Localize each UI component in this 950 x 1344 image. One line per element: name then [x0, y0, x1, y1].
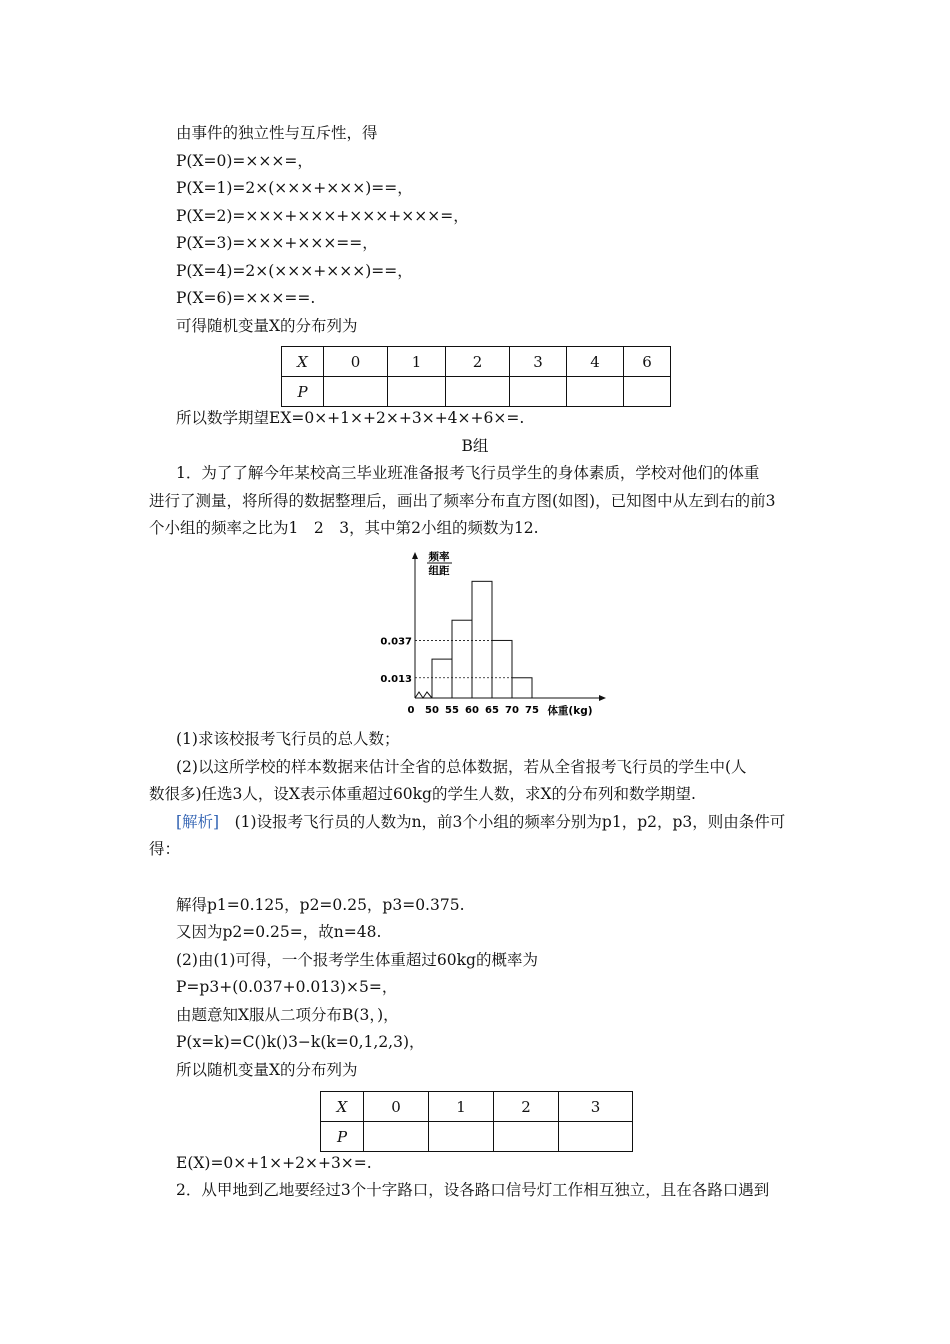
table-cell: [388, 377, 446, 407]
origin-label: 0: [407, 705, 415, 716]
axis-break: [415, 692, 432, 698]
text-line: 所以数学期望EX=0×+1×+2×+3×+4×+6×=.: [176, 409, 525, 427]
text-line: 可得随机变量X的分布列为: [176, 317, 358, 335]
table-cell: [429, 1122, 494, 1152]
y-tick-label: 0.037: [380, 636, 412, 648]
text-line: 进行了测量，将所得的数据整理后，画出了频率分布直方图(如图)，已知图中从左到右的前3: [149, 492, 776, 510]
table-cell: [364, 1122, 429, 1152]
table-cell: [559, 1122, 633, 1152]
table-cell: [446, 377, 510, 407]
text-line: 又因为p2=0.25=，故n=48.: [176, 923, 382, 941]
text-line: (2)由(1)可得，一个报考学生体重超过60kg的概率为: [176, 951, 538, 969]
table-cell: [567, 377, 624, 407]
text-line: 2．从甲地到乙地要经过3个十字路口，设各路口信号灯工作相互独立，且在各路口遇到: [176, 1181, 770, 1199]
table-cell: 2: [494, 1092, 559, 1122]
text-line: 解得p1=0.125，p2=0.25，p3=0.375.: [176, 896, 465, 914]
text-line: (2)以这所学校的样本数据来估计全省的总体数据，若从全省报考飞行员的学生中(人: [176, 758, 747, 776]
table-cell: 4: [567, 347, 624, 377]
histogram-bar: [432, 659, 452, 698]
table-cell: 2: [446, 347, 510, 377]
table-cell: 3: [559, 1092, 633, 1122]
histogram-bar: [512, 678, 532, 698]
distribution-table-1: [281, 346, 671, 407]
text-line: P(x=k)=C()k()3−k(k=0,1,2,3)，: [176, 1033, 425, 1051]
text-line: 个小组的频率之比为1 2 3，其中第2小组的频数为12.: [149, 519, 539, 537]
table-cell: [494, 1122, 559, 1152]
y-axis-title-denominator: 组距: [428, 565, 450, 577]
table-cell: P: [282, 377, 324, 407]
text-line: 得：: [149, 840, 181, 858]
x-tick-label: 70: [505, 705, 519, 716]
x-axis-title: 体重(kg): [547, 705, 593, 717]
text-line: P=p3+(0.037+0.013)×5=，: [176, 978, 398, 996]
table-cell: 3: [510, 347, 567, 377]
distribution-table-2: [320, 1091, 633, 1152]
text-line: P(X=1)=2×(×××+×××)==，: [176, 179, 413, 197]
text-line: P(X=4)=2×(×××+×××)==，: [176, 262, 413, 280]
y-tick-label: 0.013: [380, 673, 412, 685]
x-tick-label: 60: [465, 705, 479, 716]
table-cell: [624, 377, 671, 407]
section-title: B组: [461, 437, 489, 455]
text-line: P(X=6)=×××==.: [176, 289, 316, 307]
analysis-label: [解析]: [176, 813, 220, 831]
x-tick-label: 50: [425, 705, 439, 716]
x-tick-label: 55: [445, 705, 459, 716]
histogram-chart: [370, 548, 610, 720]
table-cell: 0: [324, 347, 388, 377]
text-line: 由题意知X服从二项分布B(3，)，: [176, 1006, 399, 1024]
y-axis-title-numerator: 频率: [428, 551, 450, 563]
table-cell: 6: [624, 347, 671, 377]
histogram-bar: [492, 640, 512, 698]
text-line: 由事件的独立性与互斥性，得: [176, 124, 378, 142]
analysis-text: (1)设报考飞行员的人数为n，前3个小组的频率分别为p1，p2，p3，则由条件可: [219, 813, 786, 831]
table-cell: 1: [429, 1092, 494, 1122]
text-line: E(X)=0×+1×+2×+3×=.: [176, 1154, 372, 1172]
y-axis-arrow: [412, 552, 418, 559]
table-cell: [510, 377, 567, 407]
x-tick-label: 75: [525, 705, 539, 716]
text-line: P(X=0)=×××=，: [176, 152, 313, 170]
text-line: (1)求该校报考飞行员的总人数；: [176, 730, 400, 748]
histogram-bar: [472, 581, 492, 698]
text-line: P(X=3)=×××+×××==，: [176, 234, 378, 252]
table-cell: [324, 377, 388, 407]
table-cell: X: [321, 1092, 364, 1122]
x-tick-label: 65: [485, 705, 499, 716]
histogram-bar: [452, 620, 472, 698]
x-axis-arrow: [599, 695, 606, 701]
table-cell: 1: [388, 347, 446, 377]
table-cell: X: [282, 347, 324, 377]
text-line: 1．为了了解今年某校高三毕业班准备报考飞行员学生的身体素质，学校对他们的体重: [176, 464, 760, 482]
table-cell: 0: [364, 1092, 429, 1122]
text-line: 数很多)任选3人，设X表示体重超过60kg的学生人数，求X的分布列和数学期望.: [149, 785, 696, 803]
text-line: 所以随机变量X的分布列为: [176, 1061, 358, 1079]
analysis-line: [176, 811, 785, 833]
text-line: P(X=2)=×××+×××+×××+×××=，: [176, 207, 469, 225]
table-cell: P: [321, 1122, 364, 1152]
